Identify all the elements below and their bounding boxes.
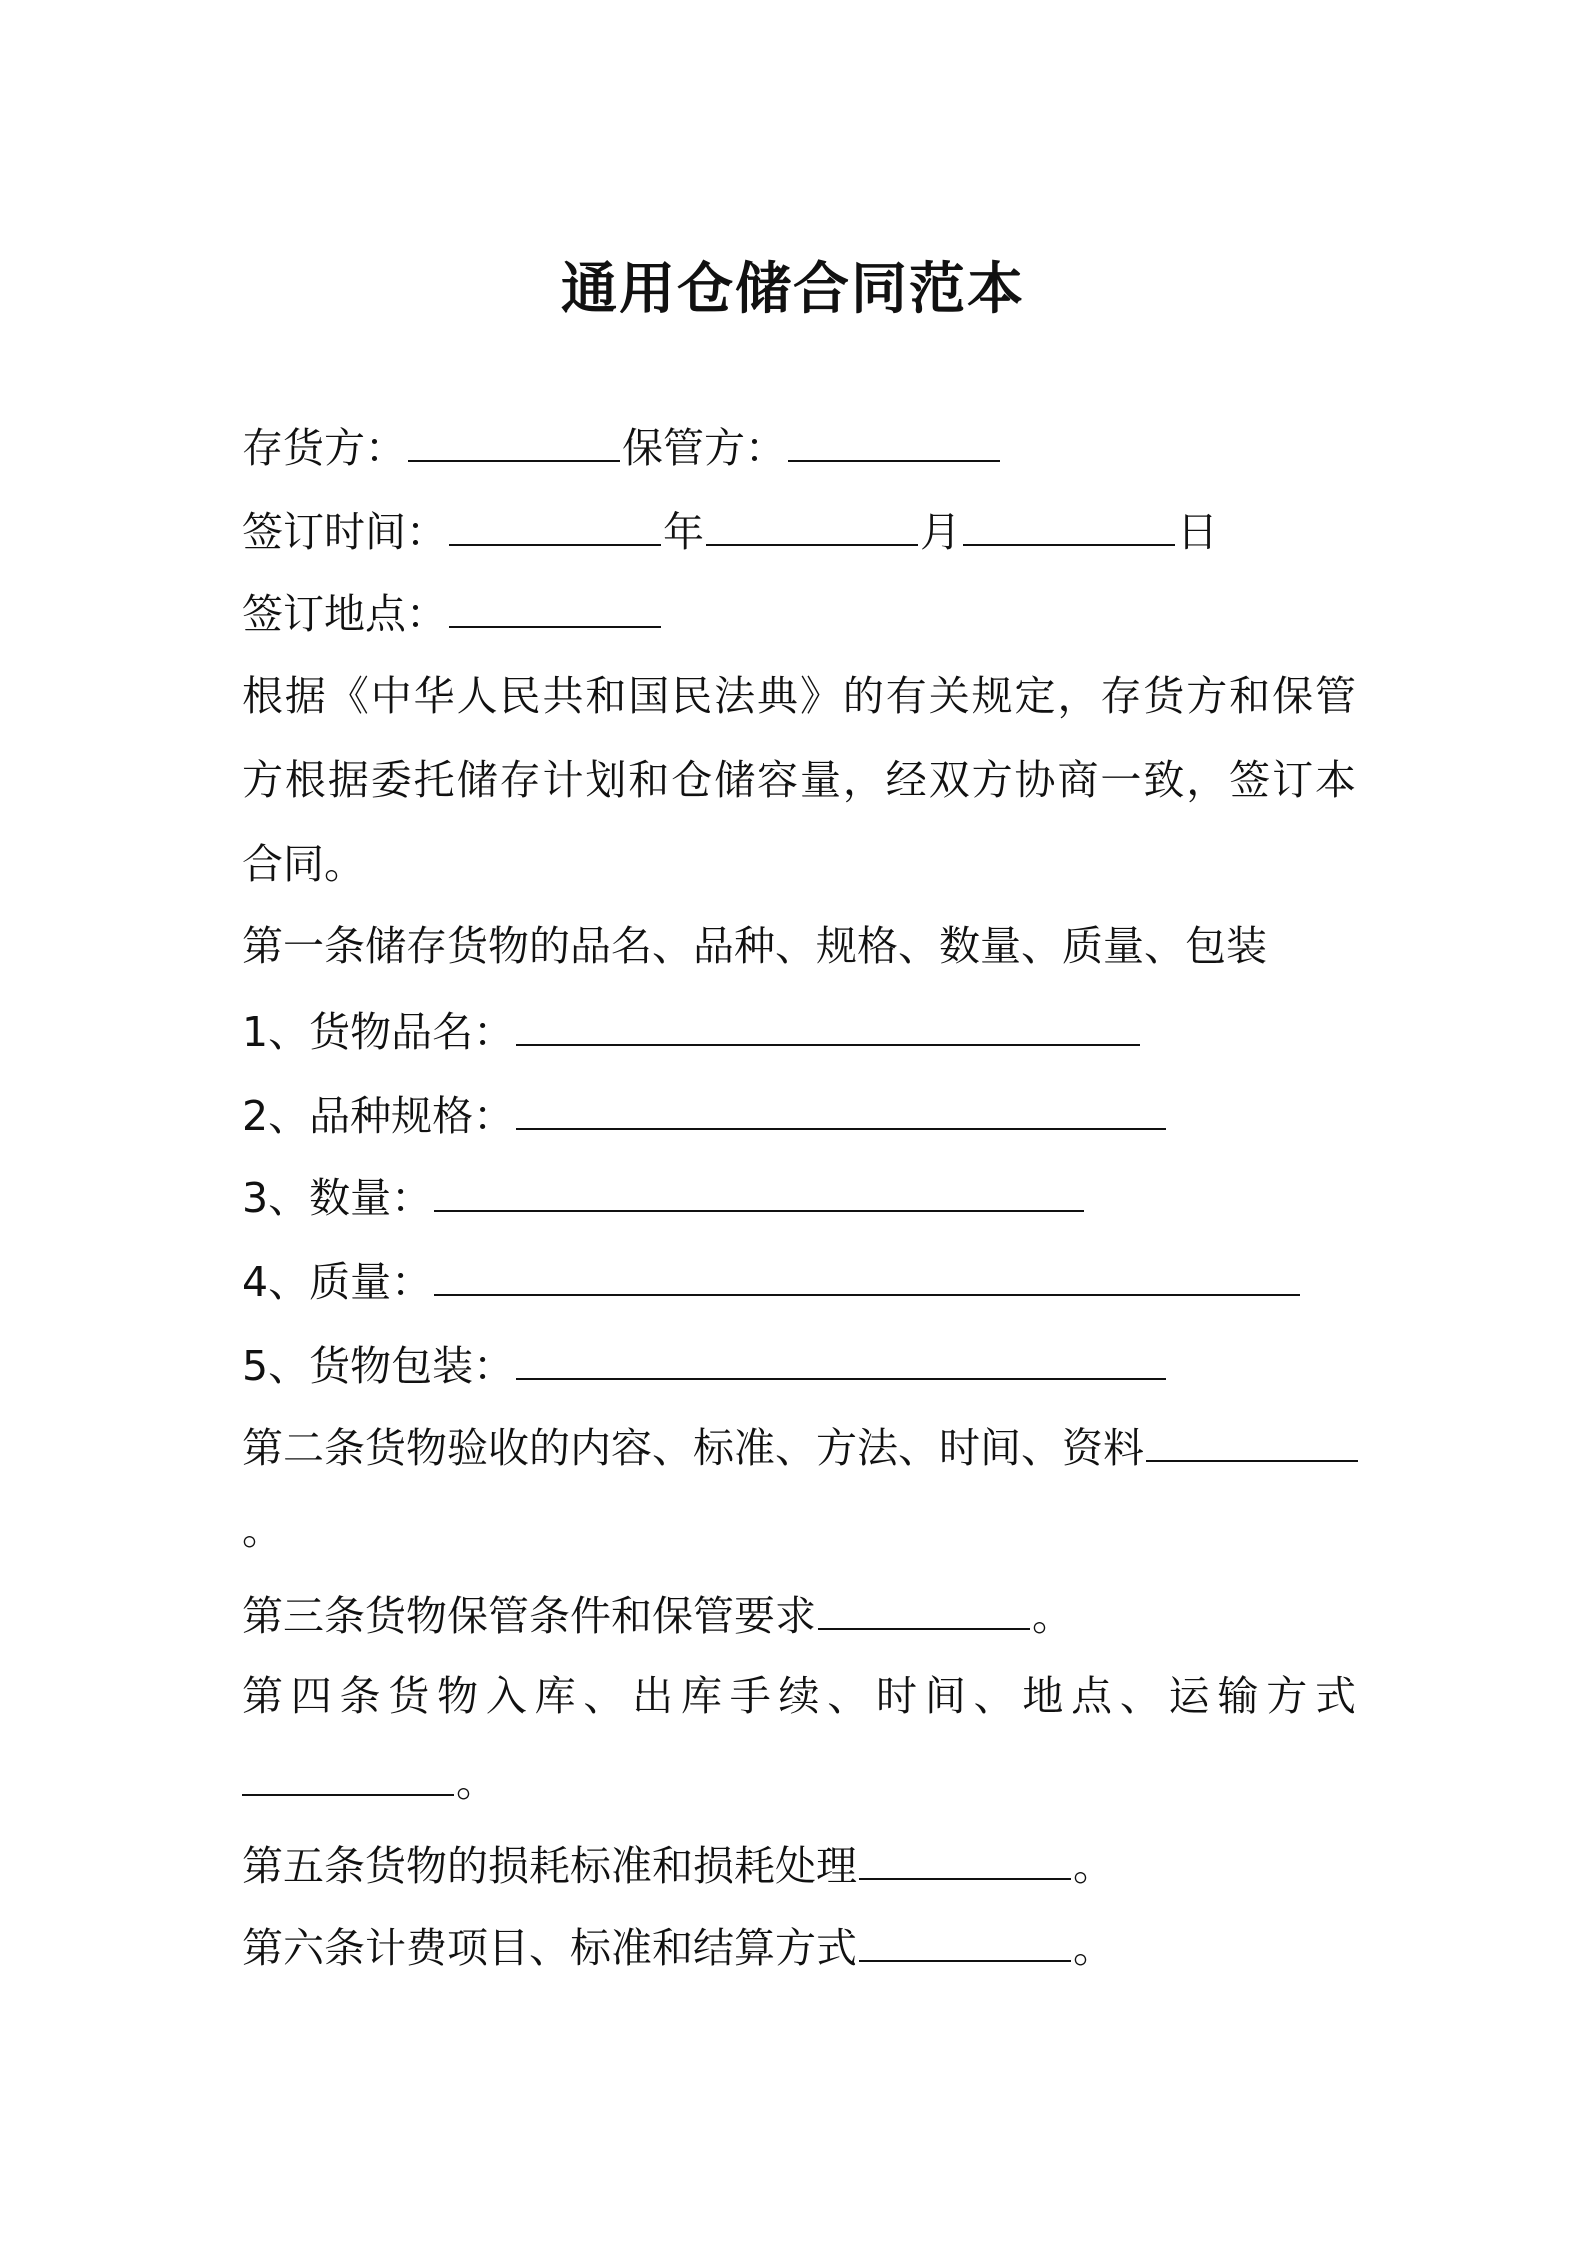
year-blank xyxy=(449,500,661,546)
item-label: 1、货物品名： xyxy=(242,1008,515,1056)
day-label: 日 xyxy=(1177,508,1218,556)
article3-line xyxy=(242,1584,1073,1646)
article1-item-5 xyxy=(242,1334,1168,1396)
keeper-blank xyxy=(788,416,1000,462)
sign-place-blank xyxy=(449,582,661,628)
spec-blank xyxy=(516,1084,1166,1130)
goods-name-blank xyxy=(516,1000,1140,1046)
quantity-blank xyxy=(434,1166,1084,1212)
article1-item-3 xyxy=(242,1166,1086,1228)
article2-text: 第二条货物验收的内容、标准、方法、时间、资料 xyxy=(242,1424,1144,1472)
article4-line: 第四条货物入库、出库手续、时间、地点、运输方式 xyxy=(242,1672,1356,1720)
article4-cont xyxy=(242,1750,497,1812)
article2-line xyxy=(242,1416,1360,1478)
article5-line xyxy=(242,1834,1114,1896)
article6-blank xyxy=(859,1916,1071,1962)
article2-blank xyxy=(1146,1416,1358,1462)
intro-line-3: 合同。 xyxy=(242,840,365,888)
sign-time-label: 签订时间： xyxy=(242,508,447,556)
day-blank xyxy=(963,500,1175,546)
article1-item-1 xyxy=(242,1000,1142,1062)
article5-blank xyxy=(859,1834,1071,1880)
packaging-blank xyxy=(516,1334,1166,1380)
article3-end: 。 xyxy=(1032,1592,1073,1640)
item-label: 5、货物包装： xyxy=(242,1342,515,1390)
article4-blank xyxy=(242,1750,454,1796)
article6-text: 第六条计费项目、标准和结算方式 xyxy=(242,1924,857,1972)
article5-end: 。 xyxy=(1073,1842,1114,1890)
article5-text: 第五条货物的损耗标准和损耗处理 xyxy=(242,1842,857,1890)
article1-item-2 xyxy=(242,1084,1168,1146)
article4-end: 。 xyxy=(456,1758,497,1806)
month-label: 月 xyxy=(920,508,961,556)
month-blank xyxy=(706,500,918,546)
sign-place-line xyxy=(242,582,663,644)
article1-heading: 第一条储存货物的品名、品种、规格、数量、质量、包装 xyxy=(242,922,1267,970)
item-label: 4、质量： xyxy=(242,1258,433,1306)
parties-line xyxy=(242,416,1002,478)
document-title: 通用仓储合同范本 xyxy=(561,257,1025,322)
sign-place-label: 签订地点： xyxy=(242,590,447,638)
keeper-label: 保管方： xyxy=(622,424,786,472)
article6-line xyxy=(242,1916,1114,1978)
article2-end: 。 xyxy=(242,1506,283,1554)
intro-line-2: 方根据委托储存计划和仓储容量，经双方协商一致，签订本 xyxy=(242,756,1356,804)
sign-time-line xyxy=(242,500,1218,562)
article3-blank xyxy=(818,1584,1030,1630)
depositor-blank xyxy=(408,416,620,462)
depositor-label: 存货方： xyxy=(242,424,406,472)
item-label: 2、品种规格： xyxy=(242,1092,515,1140)
quality-blank xyxy=(434,1250,1300,1296)
article3-text: 第三条货物保管条件和保管要求 xyxy=(242,1592,816,1640)
intro-line-1: 根据《中华人民共和国民法典》的有关规定，存货方和保管 xyxy=(242,672,1356,720)
year-label: 年 xyxy=(663,508,704,556)
item-label: 3、数量： xyxy=(242,1174,433,1222)
article6-end: 。 xyxy=(1073,1924,1114,1972)
article1-item-4 xyxy=(242,1250,1302,1312)
